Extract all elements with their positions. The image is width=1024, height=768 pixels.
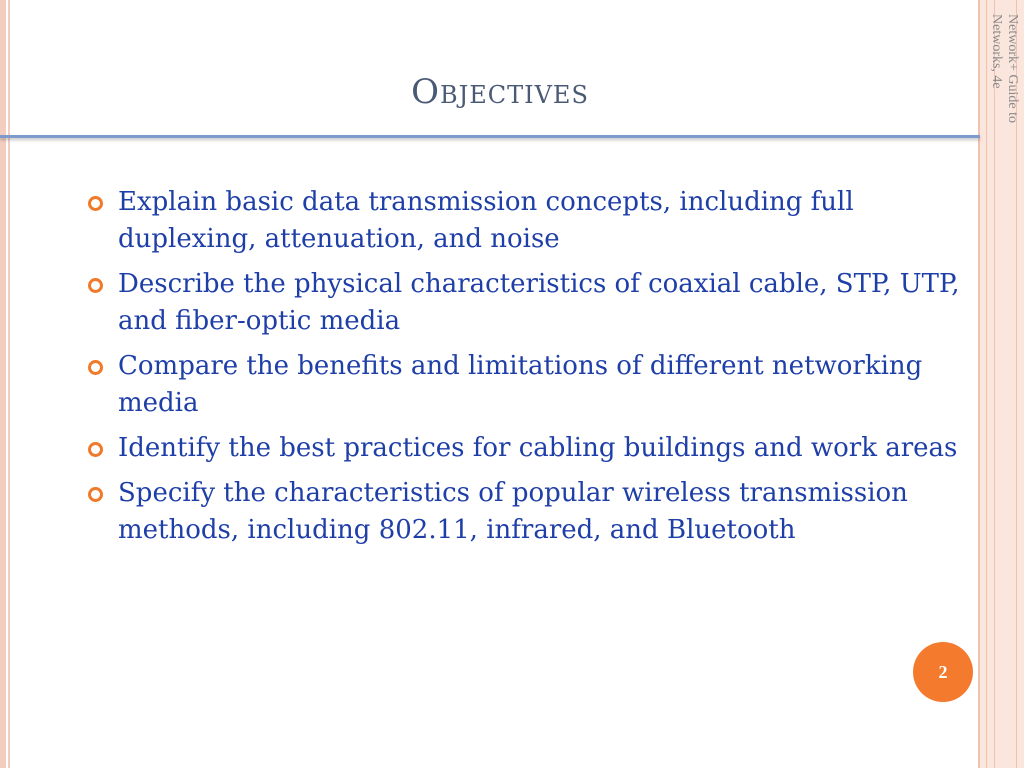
slide-title: Objectives bbox=[411, 72, 589, 112]
page-number-badge: 2 bbox=[913, 642, 973, 702]
list-item bbox=[84, 348, 964, 422]
ring-bullet-icon bbox=[88, 196, 103, 211]
right-decorative-line bbox=[986, 0, 987, 768]
list-item bbox=[84, 184, 964, 258]
list-item bbox=[84, 430, 964, 467]
right-decorative-line bbox=[978, 0, 980, 768]
list-item-text: Describe the physical characteristics of coaxial cable, STP, UTP, and fiber-optic media bbox=[118, 269, 960, 336]
list-item-text: Identify the best practices for cabling buildings and work areas bbox=[118, 433, 958, 463]
ring-bullet-icon bbox=[88, 278, 103, 293]
list-item-text: Compare the benefits and limitations of different networking media bbox=[118, 351, 923, 418]
list-item bbox=[84, 475, 964, 549]
ring-bullet-icon bbox=[88, 360, 103, 375]
list-item-text: Explain basic data transmission concepts, including full duplexing, attenuation, and noise bbox=[118, 187, 854, 254]
left-decorative-thin-stripe bbox=[8, 0, 10, 768]
left-decorative-stripe bbox=[0, 0, 6, 768]
ring-bullet-icon bbox=[88, 487, 103, 502]
objectives-list bbox=[84, 184, 964, 557]
title-divider bbox=[0, 135, 980, 138]
ring-bullet-icon bbox=[88, 442, 103, 457]
list-item-text: Specify the characteristics of popular wireless transmission methods, including 802.11, infrared, and Bluetooth bbox=[118, 478, 908, 545]
list-item bbox=[84, 266, 964, 340]
side-caption: Network+ Guide to Networks, 4e bbox=[989, 14, 1020, 123]
